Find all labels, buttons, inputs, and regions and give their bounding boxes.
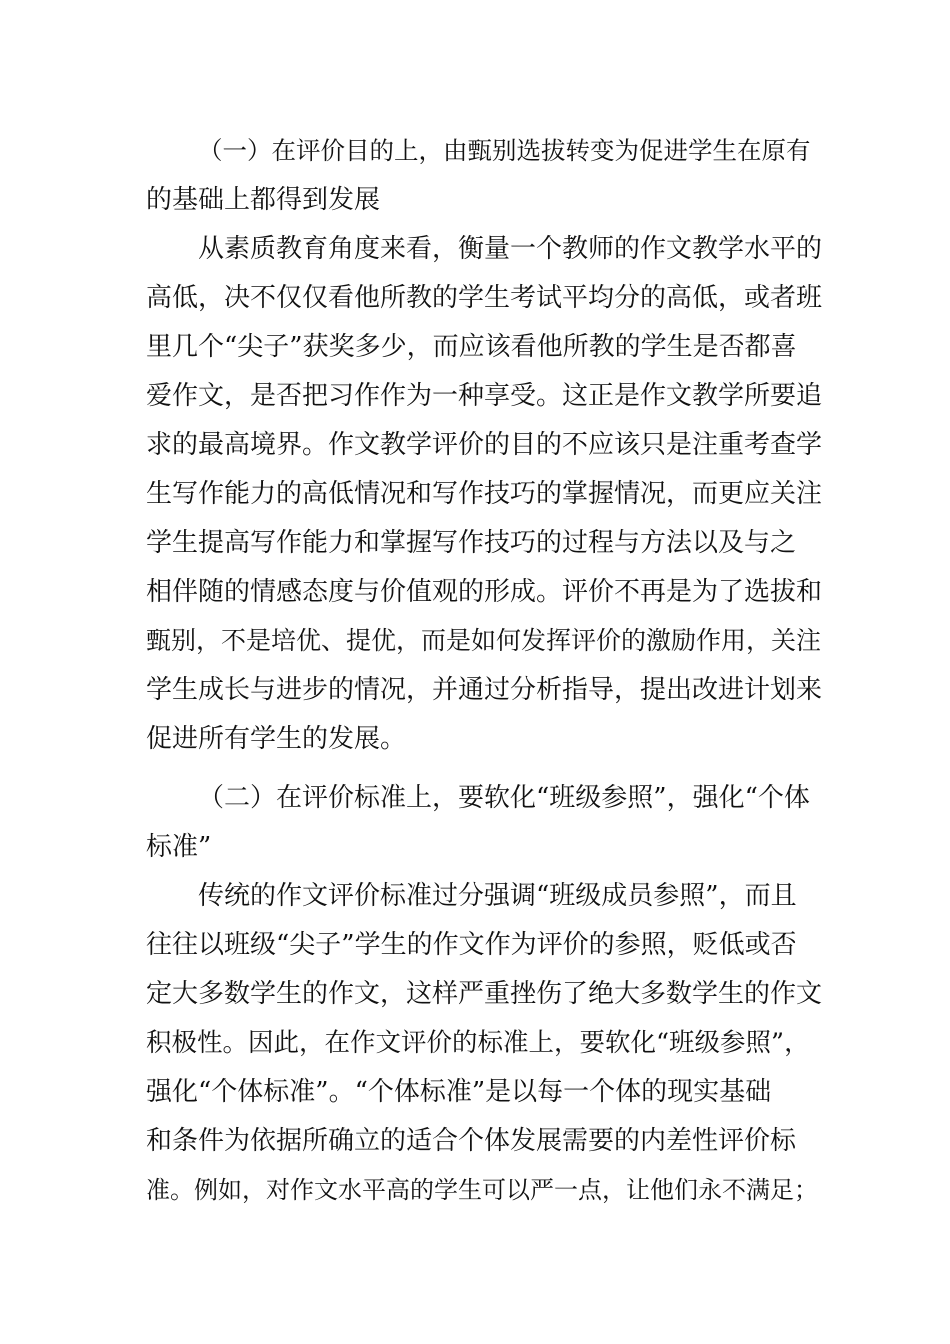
paragraph-2-line-4: 积极性。因此，在作文评价的标准上，要软化“班级参照”， [146, 1028, 810, 1058]
paragraph-2-line-6: 和条件为依据所确立的适合个体发展需要的内差性评价标 [146, 1126, 797, 1156]
paragraph-2-line-3: 定大多数学生的作文，这样严重挫伤了绝大多数学生的作文 [146, 979, 822, 1009]
paragraph-1-line-1: 从素质教育角度来看，衡量一个教师的作文教学水平的 [198, 234, 822, 264]
paragraph-2-line-1: 传统的作文评价标准过分强调“班级成员参照”，而且 [198, 881, 797, 911]
paragraph-2-line-2: 往往以班级“尖子”学生的作文作为评价的参照，贬低或否 [146, 930, 797, 960]
paragraph-1-line-4: 爱作文，是否把习作作为一种享受。这正是作文教学所要追 [146, 381, 822, 411]
heading-2-line-2: 标准” [146, 832, 212, 862]
paragraph-1-line-10: 学生成长与进步的情况，并通过分析指导，提出改进计划来 [146, 675, 822, 705]
heading-2-line-1: （二）在评价标准上，要软化“班级参照”，强化“个体 [198, 783, 810, 813]
heading-1-line-1: （一）在评价目的上，由甄别选拔转变为促进学生在原有 [198, 136, 811, 165]
paragraph-1-line-8: 相伴随的情感态度与价值观的形成。评价不再是为了选拔和 [146, 577, 822, 607]
paragraph-1-line-5: 求的最高境界。作文教学评价的目的不应该只是注重考查学 [146, 430, 822, 460]
paragraph-1-line-2: 高低，决不仅仅看他所教的学生考试平均分的高低，或者班 [146, 283, 822, 313]
paragraph-1-line-11: 促进所有学生的发展。 [146, 724, 407, 754]
paragraph-1-line-9: 甄别，不是培优、提优，而是如何发挥评价的激励作用，关注 [146, 626, 822, 655]
paragraph-1-line-6: 生写作能力的高低情况和写作技巧的掌握情况，而更应关注 [146, 479, 822, 509]
paragraph-2-line-5: 强化“个体标准”。“个体标准”是以每一个体的现实基础 [146, 1077, 772, 1107]
paragraph-2-line-7: 准。例如，对作文水平高的学生可以严一点，让他们永不满足； [146, 1176, 818, 1204]
heading-1-line-2: 的基础上都得到发展 [146, 185, 381, 215]
paragraph-1-line-7: 学生提高写作能力和掌握写作技巧的过程与方法以及与之 [146, 528, 797, 558]
paragraph-1-line-3: 里几个“尖子”获奖多少，而应该看他所教的学生是否都喜 [146, 332, 797, 362]
